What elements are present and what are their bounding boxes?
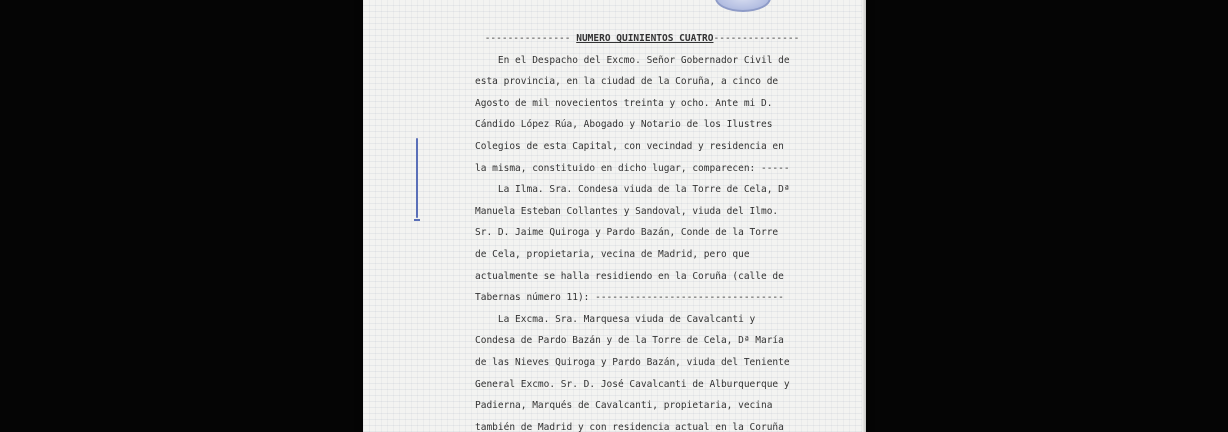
- text-line: actualmente se halla residiendo en la Coruña (calle de: [475, 270, 784, 282]
- text-line: Manuela Esteban Collantes y Sandoval, viuda del Ilmo.: [475, 205, 779, 217]
- text-line: La Excma. Sra. Marquesa viuda de Cavalcanti y: [475, 313, 756, 325]
- text-line: la misma, constituido en dicho lugar, comparecen: -----: [475, 162, 790, 174]
- text-line: de las Nieves Quiroga y Pardo Bazán, viuda del Teniente: [475, 356, 790, 368]
- heading-dashes-right: ---------------: [713, 33, 800, 44]
- page-edge: [862, 0, 866, 432]
- text-line: Cándido López Rúa, Abogado y Notario de los Ilustres: [475, 119, 773, 131]
- text-line: esta provincia, en la ciudad de la Coruña, a cinco de: [475, 76, 779, 88]
- official-seal: [715, 0, 771, 12]
- margin-pen-mark: [416, 138, 418, 218]
- text-line: Agosto de mil novecientos treinta y ocho. Ante mi D.: [475, 97, 773, 109]
- text-line: Colegios de esta Capital, con vecindad y residencia en: [475, 140, 784, 152]
- text-line: Sr. D. Jaime Quiroga y Pardo Bazán, Conde de la Torre: [475, 227, 779, 239]
- text-line: Condesa de Pardo Bazán y de la Torre de Cela, Dª María: [475, 335, 784, 347]
- text-line: Padierna, Marqués de Cavalcanti, propietaria, vecina: [475, 400, 773, 412]
- text-line: Tabernas número 11): ---------------------------------: [475, 292, 784, 304]
- text-line: En el Despacho del Excmo. Señor Gobernador Civil de: [475, 54, 790, 66]
- text-line: de Cela, propietaria, vecina de Madrid, pero que: [475, 248, 750, 260]
- document-heading: [475, 28, 809, 50]
- document-text: [475, 28, 809, 432]
- text-line: La Ilma. Sra. Condesa viuda de la Torre de Cela, Dª: [475, 184, 790, 196]
- document-title: NUMERO QUINIENTOS CUATRO: [576, 33, 714, 44]
- text-line: también de Madrid y con residencia actual en la Coruña: [475, 421, 784, 432]
- heading-dashes-left: ---------------: [484, 33, 577, 44]
- document-page: [363, 0, 866, 432]
- text-line: General Excmo. Sr. D. José Cavalcanti de Alburquerque y: [475, 378, 790, 390]
